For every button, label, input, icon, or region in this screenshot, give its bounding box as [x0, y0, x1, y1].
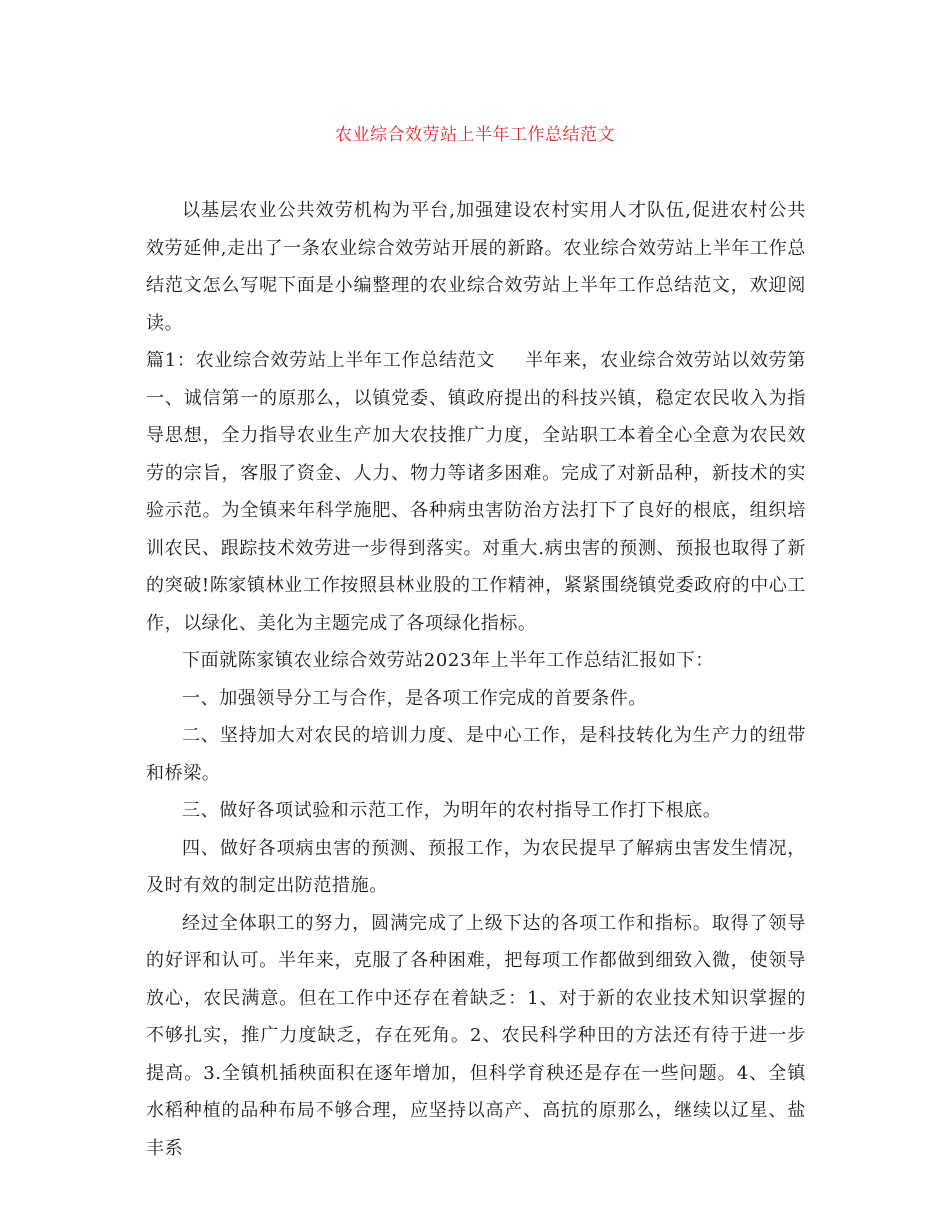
intro-paragraph: 以基层农业公共效劳机构为平台,加强建设农村实用人才队伍,促进农村公共效劳延伸,走出了一条农业综合效劳站开展的新路。农业综合效劳站上半年工作总结范文怎么写呢下面是小编整理的农业综合效劳站上半年工作总结范文，欢迎阅读。: [146, 200, 806, 334]
list-item: 二、坚持加大对农民的培训力度、是中心工作，是科技转化为生产力的纽带和桥梁。: [146, 725, 806, 784]
report-intro-paragraph: 下面就陈家镇农业综合效劳站2023年上半年工作总结汇报如下：: [182, 650, 714, 671]
conclusion-paragraph: 经过全体职工的努力，圆满完成了上级下达的各项工作和指标。取得了领导的好评和认可。半年来，克服了各种困难，把每项工作都做到细致入微，使领导放心，农民满意。但在工作中还存在着缺乏：1、对于新的农业技术知识掌握的不够扎实，推广力度缺乏，存在死角。2、农民科学种田的方法还有待于进一步提高。3.全镇机插秧面积在逐年增加，但科学育秧还是存在一些问题。4、全镇水稻种植的品种布局不够合理，应坚持以高产、高抗的原那么，继续以辽星、盐丰系: [146, 912, 806, 1159]
article-paragraph: [146, 342, 806, 642]
article-lead-text: 半年来，农业综合效劳站以效劳第一、诚信第一的原那么，以镇党委、镇政府提出的科技兴镇，稳定农民收入为指导思想，全力指导农业生产加大农技推广力度，全站职工本着全心全意为农民效劳的宗旨，客服了资金、人力、物力等诸多困难。完成了对新品种，新技术的实验示范。为全镇来年科学施肥、各种病虫害防治方法打下了良好的根底，组织培训农民、跟踪技术效劳进一步得到落实。对重大.病虫害的预测、预报也取得了新的突破!陈家镇林业工作按照县林业股的工作精神，紧紧围绕镇党委政府的中心工作，以绿化、美化为主题完成了各项绿化指标。: [146, 350, 806, 634]
document-body: [146, 192, 806, 1167]
list-item: 三、做好各项试验和示范工作，为明年的农村指导工作打下根底。: [182, 800, 722, 821]
list-item: 四、做好各项病虫害的预测、预报工作，为农民提早了解病虫害发生情况，及时有效的制定出防范措施。: [146, 837, 806, 896]
article-heading: 篇1：农业综合效劳站上半年工作总结范文: [146, 350, 496, 371]
list-item: 一、加强领导分工与合作，是各项工作完成的首要条件。: [182, 687, 647, 709]
document-title: 农业综合效劳站上半年工作总结范文: [335, 125, 615, 145]
